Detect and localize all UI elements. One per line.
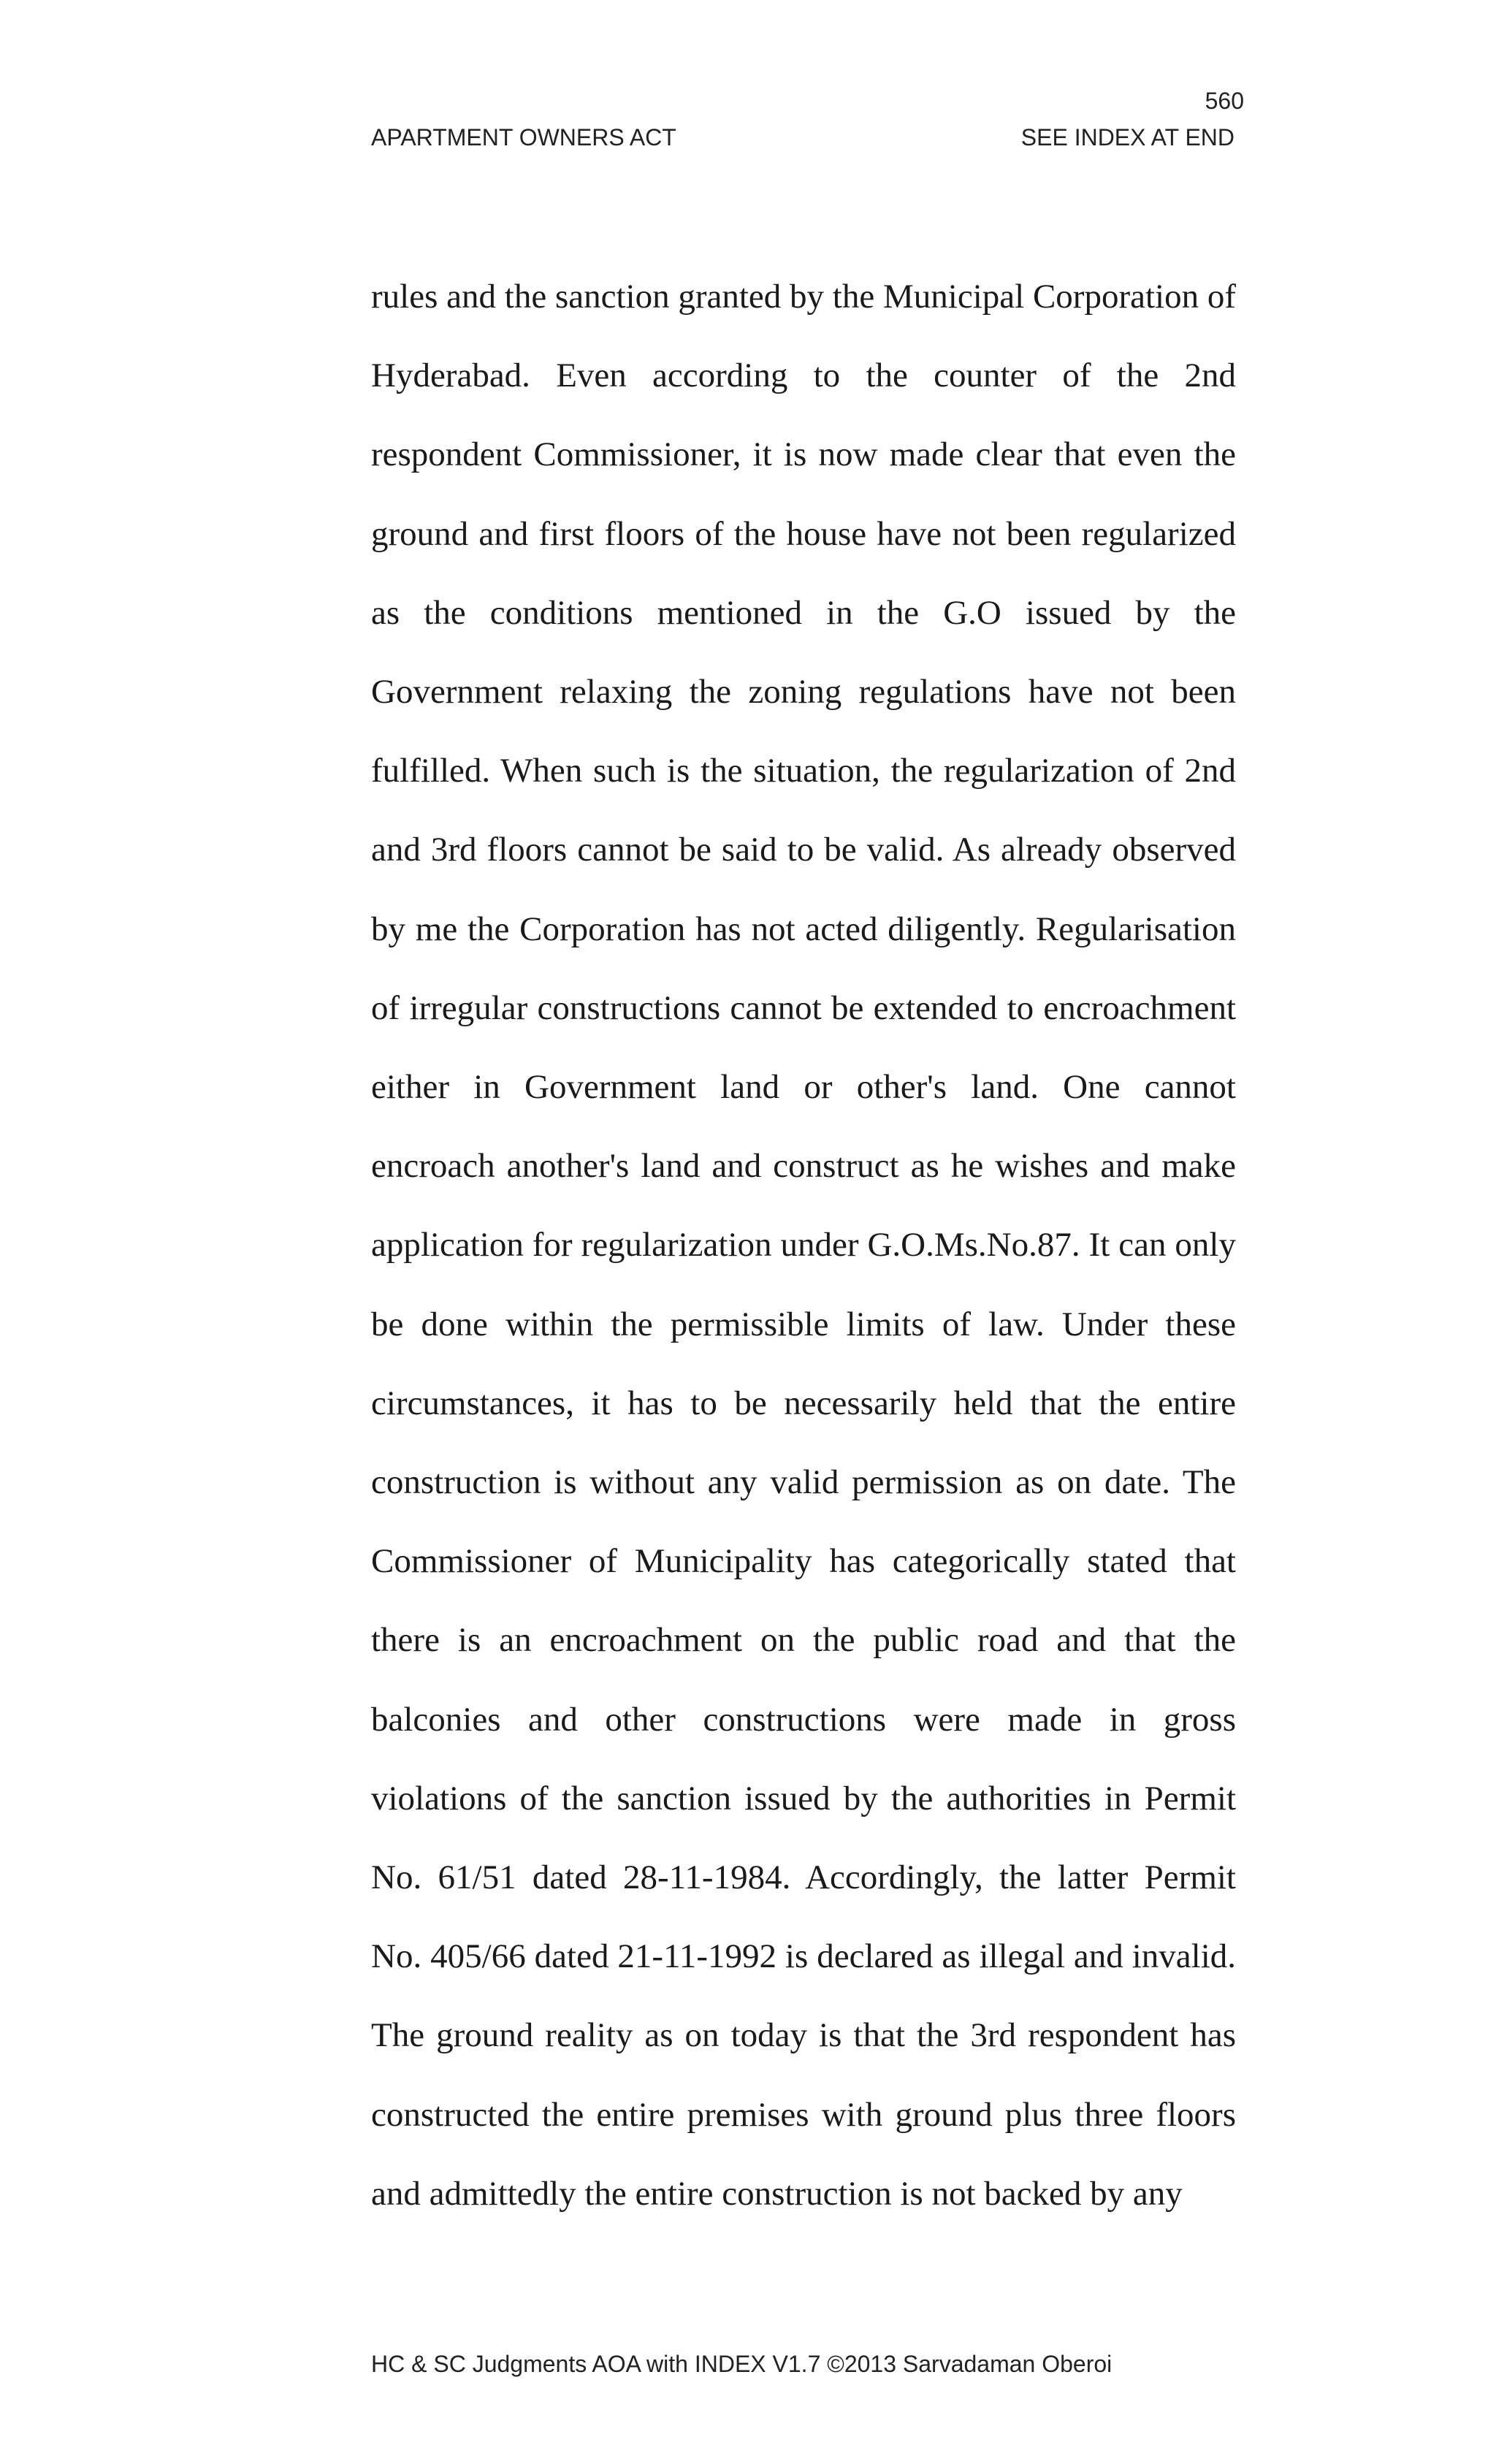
body-paragraph: rules and the sanction granted by the Municipal Corporation of Hyderabad. Even according to the counter of the 2nd respondent Commissioner, it is now made clear that even the ground and first floors of the house have not been regularized as the conditions mentioned in the G.O issued by the Government relaxing the zoning regulations have not been fulfilled. When such is the situation, the regularization of 2nd and 3rd floors cannot be said to be valid. As already observed by me the Corporation has not acted diligently. Regularisation of irregular constructions cannot be extended to encroachment either in Government land or other's land. One cannot encroach another's land and construct as he wishes and make application for regularization under G.O.Ms.No.87. It can only be done within the permissible limits of law. Under these circumstances, it has to be necessarily held that the entire construction is without any valid permission as on date. The Commissioner of Municipality has categorically stated that there is an encroachment on the public road and that the balconies and other constructions were made in gross violations of the sanction issued by the authorities in Permit No. 61/51 dated 28-11-1984. Accordingly, the latter Permit No. 405/66 dated 21-11-1992 is declared as illegal and invalid. The ground reality as on today is that the 3rd respondent has constructed the entire premises with ground plus three floors and admittedly the entire construction is not backed by any [371, 278, 1236, 2213]
running-header-index-note: SEE INDEX AT END [1020, 124, 1234, 150]
footer-copyright: HC & SC Judgments AOA with INDEX V1.7 ©2013 Sarvadaman Oberoi [371, 2351, 1113, 2377]
running-header-title: APARTMENT OWNERS ACT [371, 124, 676, 150]
page-number: 560 [1205, 88, 1244, 114]
